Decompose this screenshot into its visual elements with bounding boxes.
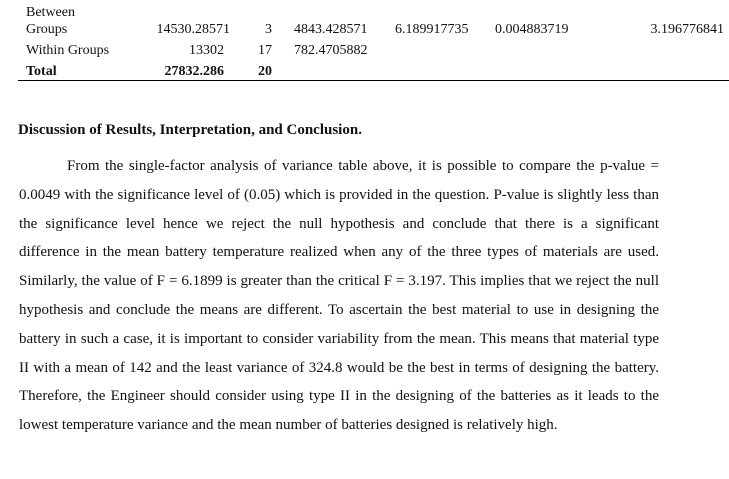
- row-between-df: 3: [265, 22, 272, 37]
- row-between-label-line2: Groups: [26, 22, 68, 37]
- row-within-ms: 782.4705882: [294, 43, 368, 58]
- anova-table: [0, 0, 729, 82]
- row-within-label: Within Groups: [26, 43, 110, 58]
- row-between-label-line1: Between: [26, 5, 75, 20]
- row-between-ss: 14530.28571: [156, 22, 230, 37]
- row-total-ss: 27832.286: [164, 64, 224, 79]
- row-between-ms: 4843.428571: [294, 22, 368, 37]
- row-total-label: Total: [26, 64, 57, 79]
- row-between-f-crit: 3.196776841: [650, 22, 724, 37]
- table-bottom-rule: [18, 80, 729, 81]
- row-total-df: 20: [258, 64, 272, 79]
- row-between-p-value: 0.004883719: [495, 22, 569, 37]
- discussion-paragraph: From the single-factor analysis of variance table above, it is possible to compare the p-value = 0.0049 with the significance level of (0.05) which is provided in the question. P-value is slightly less than the significance level hence we reject the null hypothesis and conclude that there is a significant difference in the mean battery temperature realized when any of the three types of materials are used. Similarly, the value of F = 6.1899 is greater than the critical F = 3.197. This implies that we reject the null hypothesis and conclude the means are different. To ascertain the best material to use in designing the battery in such a case, it is important to consider variability from the mean. This means that material type II with a mean of 142 and the least variance of 324.8 would be the best in terms of designing the battery. Therefore, the Engineer should consider using type II in the designing of the batteries as it leads to the lowest temperature variance and the mean number of batteries designed is relatively high.: [19, 158, 659, 434]
- row-within-ss: 13302: [189, 43, 224, 58]
- row-within-df: 17: [258, 43, 272, 58]
- row-between-f: 6.189917735: [395, 22, 469, 37]
- section-heading: Discussion of Results, Interpretation, and Conclusion.: [18, 122, 362, 138]
